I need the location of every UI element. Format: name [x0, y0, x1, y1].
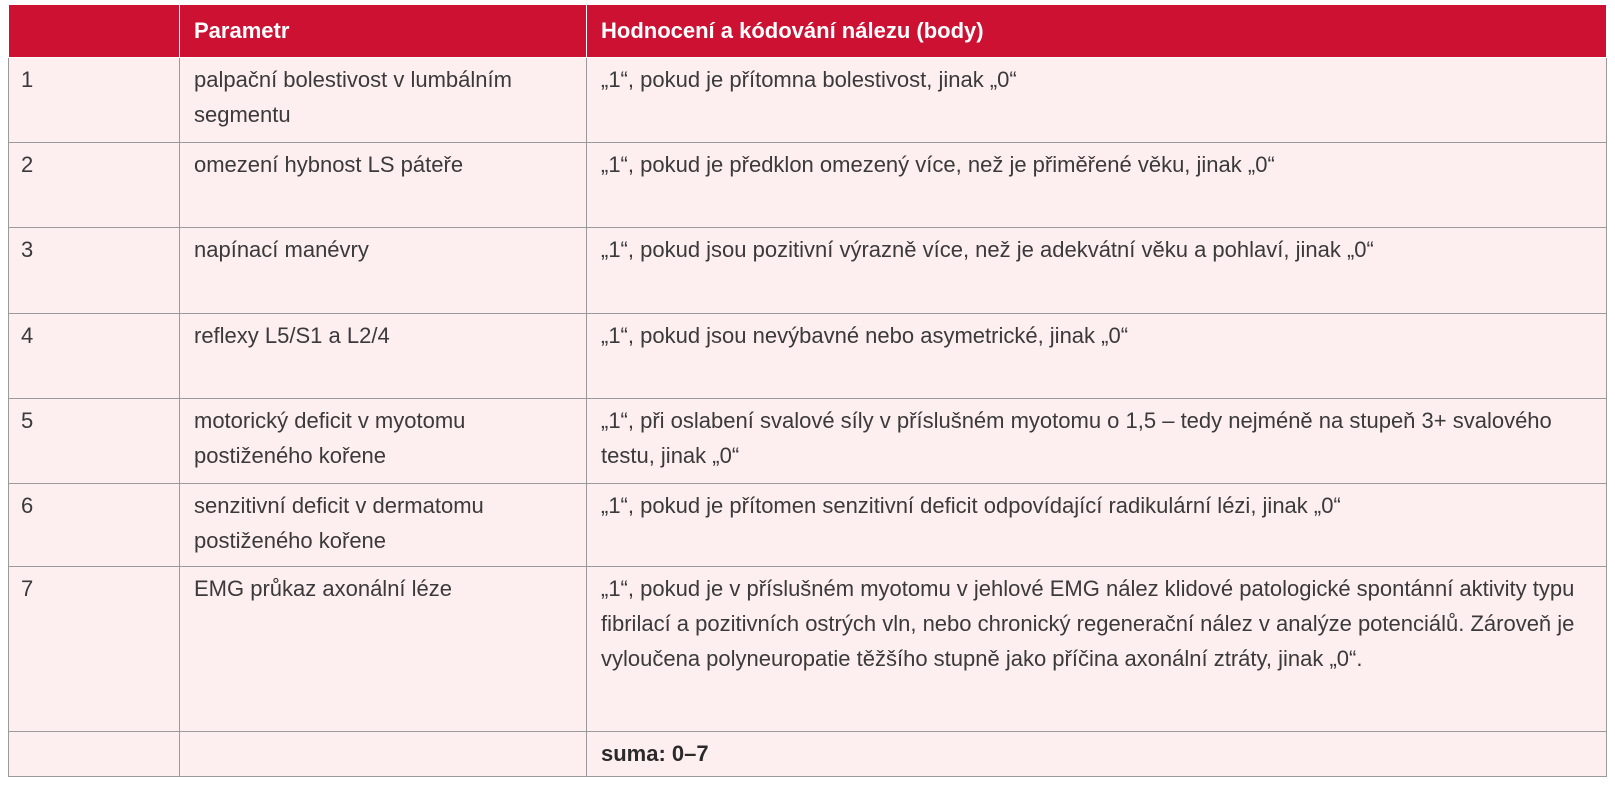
sum-row — [9, 732, 1607, 777]
row-number: 6 — [9, 484, 180, 567]
row-parameter: napínací manévry — [180, 228, 587, 314]
row-number: 4 — [9, 314, 180, 399]
table-row — [9, 484, 1607, 567]
scoring-table — [8, 4, 1607, 777]
header-parameter: Parametr — [180, 5, 587, 58]
row-parameter: EMG průkaz axonální léze — [180, 567, 587, 732]
row-rating: „1“, pokud jsou nevýbavné nebo asymetrické, jinak „0“ — [587, 314, 1607, 399]
sum-total: suma: 0–7 — [587, 732, 1607, 777]
row-rating: „1“, pokud je přítomna bolestivost, jinak „0“ — [587, 58, 1607, 143]
row-rating: „1“, pokud je přítomen senzitivní deficit odpovídající radikulární lézi, jinak „0“ — [587, 484, 1607, 567]
row-rating: „1“, pokud je v příslušném myotomu v jehlové EMG nález klidové patologické spontánní aktivity typu fibrilací a pozitivních ostrých vln, nebo chronický regenerační nález v analýze potenciálů. Zároveň je vyloučena polyneuropatie těžšího stupně jako příčina axonální ztráty, jinak „0“. — [587, 567, 1607, 732]
row-number: 5 — [9, 399, 180, 484]
row-number: 1 — [9, 58, 180, 143]
table-row — [9, 58, 1607, 143]
sum-number — [9, 732, 180, 777]
row-number: 7 — [9, 567, 180, 732]
header-rating: Hodnocení a kódování nálezu (body) — [587, 5, 1607, 58]
table-header-row — [9, 5, 1607, 58]
row-parameter: palpační bolestivost v lumbálním segmentu — [180, 58, 587, 143]
row-rating: „1“, při oslabení svalové síly v příslušném myotomu o 1,5 – tedy nejméně na stupeň 3+ svalového testu, jinak „0“ — [587, 399, 1607, 484]
table-row — [9, 143, 1607, 228]
row-parameter: omezení hybnost LS páteře — [180, 143, 587, 228]
row-rating: „1“, pokud je předklon omezený více, než je přiměřené věku, jinak „0“ — [587, 143, 1607, 228]
sum-parameter — [180, 732, 587, 777]
table-row — [9, 228, 1607, 314]
table-row — [9, 567, 1607, 732]
row-number: 2 — [9, 143, 180, 228]
table-row — [9, 399, 1607, 484]
row-number: 3 — [9, 228, 180, 314]
header-number — [9, 5, 180, 58]
row-parameter: reflexy L5/S1 a L2/4 — [180, 314, 587, 399]
row-parameter: senzitivní deficit v dermatomu postiženého kořene — [180, 484, 587, 567]
row-rating: „1“, pokud jsou pozitivní výrazně více, než je adekvátní věku a pohlaví, jinak „0“ — [587, 228, 1607, 314]
row-parameter: motorický deficit v myotomu postiženého kořene — [180, 399, 587, 484]
table-row — [9, 314, 1607, 399]
